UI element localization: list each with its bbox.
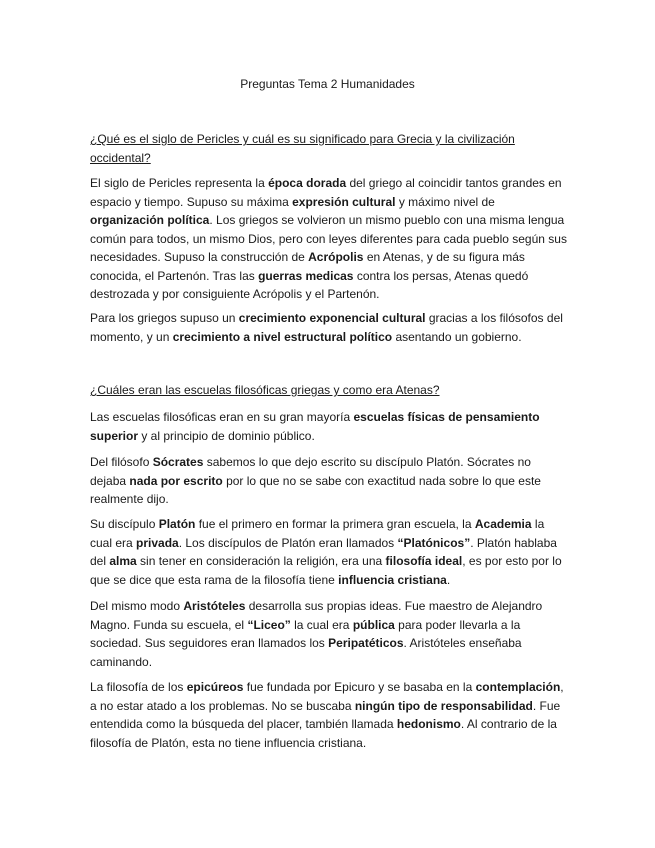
text-run: gracias a los filósofos del momento, y un bbox=[90, 311, 563, 344]
text-run: , a no estar atado a los problemas. No se buscaba bbox=[90, 680, 564, 713]
bold-text: Peripatéticos bbox=[328, 636, 404, 650]
question-heading: ¿Qué es el siglo de Pericles y cuál es su significado para Grecia y la civilización occidental? bbox=[90, 132, 515, 165]
bold-text: nada por escrito bbox=[129, 473, 223, 488]
text-run: del griego al coincidir tantos grandes en espacio y tiempo. Supuso su máxima bbox=[90, 176, 562, 209]
text-run: . bbox=[446, 572, 451, 587]
bold-text: organización política bbox=[90, 213, 210, 227]
bold-text: Academia bbox=[474, 517, 532, 531]
bold-text: “Platónicos” bbox=[397, 535, 471, 550]
bold-text: ningún tipo de responsabilidad bbox=[354, 698, 533, 713]
text-run: , es por esto por lo que se dice que esta rama de la filosofía tiene bbox=[90, 554, 562, 587]
bold-text: época dorada bbox=[268, 176, 347, 190]
bold-text: guerras medicas bbox=[258, 268, 354, 283]
bold-text: escuelas físicas de pensamiento superior bbox=[90, 410, 540, 443]
paragraph bbox=[90, 515, 568, 589]
paragraph bbox=[90, 597, 568, 671]
bold-text: epicúreos bbox=[186, 680, 244, 694]
text-run: sin tener en consideración la religión, era una bbox=[136, 554, 386, 568]
text-run: . Fue entendida como la búsqueda del placer, también llamada bbox=[90, 698, 561, 731]
text-run: y máximo nivel de bbox=[395, 194, 495, 209]
text-run: fue fundada por Epicuro y se basaba en la bbox=[243, 680, 476, 694]
paragraph bbox=[90, 408, 568, 445]
text-run: . Los griegos se volvieron un mismo pueblo con una misma lengua común para todos, un mismo Dios, pero con leyes diferentes para cada pueblo según sus necesidades. Supuso la construcción de bbox=[90, 213, 567, 264]
paragraph bbox=[90, 678, 568, 752]
page-title: Preguntas Tema 2 Humanidades bbox=[240, 77, 415, 91]
text-run: . Los discípulos de Platón eran llamados bbox=[178, 535, 398, 550]
text-run: . Aristóteles enseñaba caminando. bbox=[90, 636, 522, 669]
bold-text: influencia cristiana bbox=[338, 572, 447, 587]
bold-text: “Liceo” bbox=[247, 617, 291, 632]
text-run: en Atenas, y de su figura más conocida, el Partenón. Tras las bbox=[90, 250, 525, 283]
text-run: Su discípulo bbox=[90, 517, 159, 531]
bold-text: filosofía ideal bbox=[385, 554, 463, 568]
text-run: y al principio de dominio público. bbox=[138, 428, 315, 443]
text-run: contra los persas, Atenas quedó destrozada y por consiguiente Acrópolis y el Partenón. bbox=[90, 268, 529, 301]
bold-text: hedonismo bbox=[396, 717, 461, 731]
bold-text: pública bbox=[352, 617, 395, 632]
bold-text: crecimiento exponencial cultural bbox=[238, 311, 426, 325]
text-run: Del filósofo bbox=[90, 455, 153, 469]
text-run: El siglo de Pericles representa la bbox=[90, 176, 269, 190]
bold-text: Aristóteles bbox=[183, 599, 246, 613]
text-run: . Al contrario de la filosofía de Platón, esta no tiene influencia cristiana. bbox=[90, 717, 557, 750]
bold-text: Platón bbox=[158, 517, 196, 531]
text-run: la cual era bbox=[90, 517, 545, 550]
text-run: la cual era bbox=[290, 617, 353, 632]
paragraph bbox=[90, 309, 568, 346]
bold-text: alma bbox=[109, 554, 137, 568]
bold-text: contemplación bbox=[475, 680, 561, 694]
text-run: Para los griegos supuso un bbox=[90, 311, 239, 325]
question-heading: ¿Cuáles eran las escuelas filosóficas griegas y como era Atenas? bbox=[90, 383, 440, 397]
paragraph bbox=[90, 453, 568, 509]
text-run: para poder llevarla a la sociedad. Sus seguidores eran llamados los bbox=[90, 617, 521, 650]
text-run: asentando un gobierno. bbox=[392, 329, 522, 344]
text-run: Las escuelas filosóficas eran en su gran mayoría bbox=[90, 410, 354, 424]
text-run: La filosofía de los bbox=[90, 680, 187, 694]
bold-text: crecimiento a nivel estructural político bbox=[172, 329, 393, 344]
bold-text: Sócrates bbox=[152, 455, 204, 469]
text-run: sabemos lo que dejo escrito su discípulo Platón. Sócrates no dejaba bbox=[90, 455, 531, 488]
text-run: fue el primero en formar la primera gran escuela, la bbox=[195, 517, 475, 531]
text-run: . Platón hablaba del bbox=[90, 535, 557, 568]
bold-text: expresión cultural bbox=[292, 194, 396, 209]
paragraph bbox=[90, 174, 568, 304]
bold-text: privada bbox=[136, 535, 179, 550]
bold-text: Acrópolis bbox=[308, 250, 364, 264]
text-run: desarrolla sus propias ideas. Fue maestro de Alejandro Magno. Funda su escuela, el bbox=[90, 599, 543, 632]
text-run: Del mismo modo bbox=[90, 599, 184, 613]
text-run: por lo que no se sabe con exactitud nada sobre lo que este realmente dijo. bbox=[90, 473, 541, 506]
